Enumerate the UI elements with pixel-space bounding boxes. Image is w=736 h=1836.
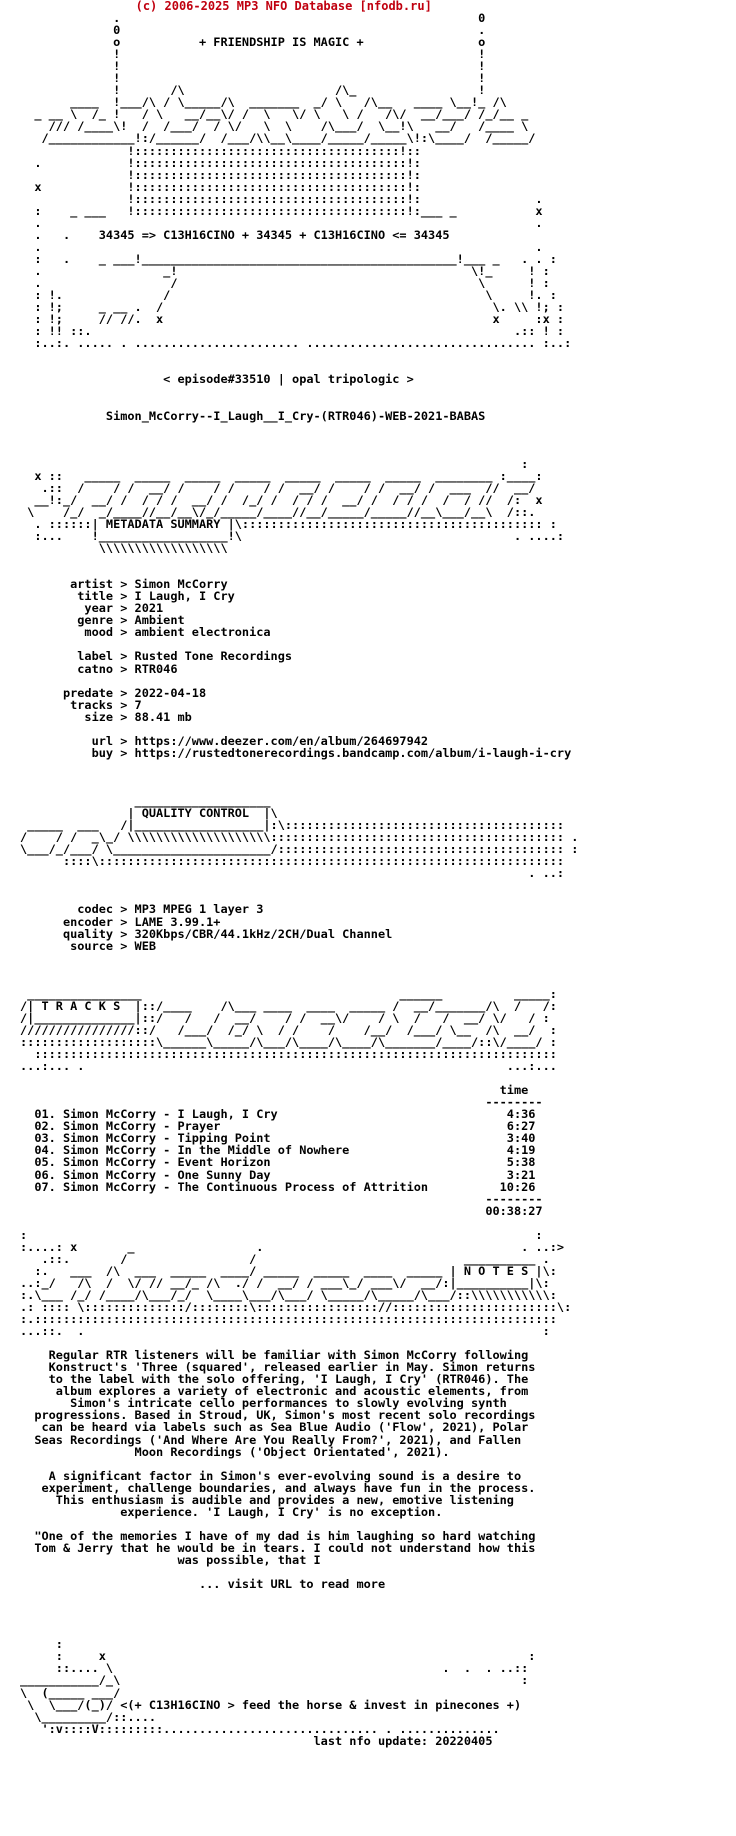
nfo-line: ___________________	[20, 794, 271, 809]
nfo-line: experience. 'I Laugh, I Cry' is no exception.	[20, 1504, 443, 1519]
nfo-line: ____ !___/\ / \_____/\ _______ _/ \ /\__ ____ \__!_ /\	[20, 95, 507, 110]
nfo-line: ! !	[20, 59, 486, 74]
nfo-line: label > Rusted Tone Recordings	[20, 649, 293, 664]
nfo-line: / / / _\_/ \\\\\\\\\\\\\\\\\\\\::::::::::::::::::::::::::::::::::::::::: .	[20, 830, 579, 845]
nfo-line: 05. Simon McCorry - Event Horizon 5:38	[20, 1155, 536, 1170]
nfo-line: \ /_/ _/____//__/__\/_/_____/____//__/_____/_____//__\___/__\ /::.	[20, 504, 536, 519]
nfo-line: :... !__________________!\ . ....:	[20, 529, 565, 544]
nfo-line: | QUALITY CONTROL |\	[20, 806, 278, 821]
nfo-line: ':v::::V:::::::::.............................. . ..............	[20, 1721, 500, 1736]
nfo-line: Seas Recordings ('And Where Are You Really From?', 2021), and Fallen	[20, 1432, 522, 1447]
nfo-line: /____________!:/______/ /___/\\__\____/_____/_____\!:\____/ /_____/	[20, 131, 536, 146]
nfo-line: 02. Simon McCorry - Prayer 6:27	[20, 1119, 536, 1134]
nfo-line: year > 2021	[20, 601, 164, 616]
nfo-line: _____ ___ /|__________________|:\:::::::::::::::::::::::::::::::::::::::	[20, 818, 565, 833]
nfo-line: 04. Simon McCorry - In the Middle of Nowhere 4:19	[20, 1143, 536, 1158]
nfo-line: :	[20, 1637, 63, 1652]
nfo-line: ___________/_\ :	[20, 1673, 529, 1688]
nfo-line: ..:_/ /\ / \/ // __/_ /\ ./ / __/ / ___\_/ ___\/ __/:|__________|\:	[20, 1275, 550, 1290]
nfo-line: url > https://www.deezer.com/en/album/264697942	[20, 733, 429, 748]
nfo-line: 03. Simon McCorry - Tipping Point 3:40	[20, 1131, 536, 1146]
nfo-line: 06. Simon McCorry - One Sunny Day 3:21	[20, 1167, 536, 1182]
nfo-line: \_________/::....	[20, 1709, 157, 1724]
nfo-line: ::::\:::::::::::::::::::::::::::::::::::::::::::::::::::::::::::::::::	[20, 854, 565, 869]
nfo-line: :	[20, 456, 529, 471]
nfo-line: Moon Recordings ('Object Orientated', 2021).	[20, 1444, 450, 1459]
nfo-line: :..:. ..... . ....................... ................................ :..:	[20, 336, 572, 351]
nfo-line: ! !	[20, 71, 486, 86]
nfo-line: ...::. . :	[20, 1324, 550, 1339]
nfo-line: A significant factor in Simon's ever-evolving sound is a desire to	[20, 1468, 522, 1483]
nfo-line: Regular RTR listeners will be familiar with Simon McCorry following	[20, 1348, 529, 1363]
nfo-line: Simon_McCorry--I_Laugh__I_Cry-(RTR046)-WEB-2021-BABAS	[20, 408, 486, 423]
nfo-line: --------	[20, 1191, 543, 1206]
nfo-line: Simon's intricate cello performances to slowly evolving synth	[20, 1396, 507, 1411]
nfo-text-block	[20, 12, 736, 1747]
nfo-line: . _! \!_ ! :	[20, 263, 550, 278]
nfo-line: \ (_____ ___/	[20, 1685, 121, 1700]
nfo-line: .:: / / / __/ / / / / / __/ / / / __/ / ___ // __/	[20, 480, 536, 495]
nfo-line: . ::::::| METADATA SUMMARY |\:::::::::::::::::::::::::::::::::::::::::: :	[20, 516, 557, 531]
nfo-line: : x :	[20, 1649, 536, 1664]
nfo-line: : !. / \ !. :	[20, 288, 557, 303]
nfo-line: 01. Simon McCorry - I Laugh, I Cry 4:36	[20, 1107, 536, 1122]
nfo-line: . .	[20, 215, 543, 230]
nfo-line: ! /\ /\_ !	[20, 83, 486, 98]
nfo-line: Konstruct's 'Three (squared', released earlier in May. Simon returns	[20, 1360, 536, 1375]
nfo-line: . / \ ! :	[20, 276, 550, 291]
nfo-line: 00:38:27	[20, 1203, 543, 1218]
nfo-line: tracks > 7	[20, 697, 142, 712]
nfo-line: quality > 320Kbps/CBR/44.1kHz/2CH/Dual Channel	[20, 926, 393, 941]
nfo-line: genre > Ambient	[20, 613, 185, 628]
nfo-line: !:::::::::::::::::::::::::::::::::::::!::	[20, 143, 421, 158]
nfo-line: progressions. Based in Stroud, UK, Simon's most recent solo recordings	[20, 1408, 536, 1423]
nfo-line: Tom & Jerry that he would be in tears. I could not understand how this	[20, 1540, 536, 1555]
nfo-line: catno > RTR046	[20, 661, 178, 676]
nfo-line: --------	[20, 1095, 543, 1110]
nfo-line: . ..:	[20, 866, 565, 881]
nfo-line: predate > 2022-04-18	[20, 685, 207, 700]
nfodb-header-link[interactable]: (c) 2006-2025 MP3 NFO Database [nfodb.ru]	[20, 0, 432, 13]
nfo-line: :::::::::::::::::::\______\_____/\___/\____/\____/\_______/____/::\/____/ :	[20, 1034, 557, 1049]
nfo-line: title > I Laugh, I Cry	[20, 589, 235, 604]
nfo-line: "One of the memories I have of my dad is him laughing so hard watching	[20, 1528, 536, 1543]
nfo-line: codec > MP3 MPEG 1 layer 3	[20, 902, 264, 917]
nfo-line: ... visit URL to read more	[20, 1577, 386, 1592]
nfo-line: size > 88.41 mb	[20, 709, 192, 724]
nfo-line: _ __ \ /_ ! / \ __/__\/ / \ \/ \ \ / /\/ __/___/ /_/__ _	[20, 107, 529, 122]
nfo-line: :....: x _ . . ..:>	[20, 1239, 565, 1254]
nfo-line: last nfo update: 20220405	[20, 1733, 493, 1748]
nfo-line: can be heard via labels such as Sea Blue Audio ('Flow', 2021), Polar	[20, 1420, 529, 1435]
nfo-line: : !! ::. .:: ! :	[20, 324, 565, 339]
nfo-line: x :: _____ _____ _____ _____ _____ _____ _____ ________ :____:	[20, 468, 543, 483]
nfo-line: x !::::::::::::::::::::::::::::::::::::::!:	[20, 179, 421, 194]
nfo-line: :.:::::::::::::::::::::::::::::::::::::::::::::::::::::::::::::::::::::::::	[20, 1312, 557, 1327]
nfo-line: .::. / / __________ .	[20, 1251, 550, 1266]
nfo-line: \\\\\\\\\\\\\\\\\\	[20, 541, 228, 556]
nfo-line: !::::::::::::::::::::::::::::::::::::::!: .	[20, 191, 543, 206]
nfo-line: : !; _ __ . / \. \\ !; :	[20, 300, 565, 315]
nfo-line: .: :::: \::::::::::::::/::::::::\::::::::::::::::://:::::::::::::::::::::::\:	[20, 1300, 572, 1315]
nfo-line: mood > ambient electronica	[20, 625, 271, 640]
nfo-line: artist > Simon McCorry	[20, 577, 228, 592]
nfo-line: . . 34345 => C13H16CINO + 34345 + C13H16CINO <= 34345	[20, 227, 450, 242]
nfo-line: \___/_/___/ \______________________/:::::::::::::::::::::::::::::::::::::::: :	[20, 842, 579, 857]
nfo-line: ::.... \ . . . ..::	[20, 1661, 529, 1676]
nfo-line: time	[20, 1083, 529, 1098]
nfo-line: /| T R A C K S |::/____ /\___ ____ ____ _____ / __/_______/\ / /:	[20, 998, 557, 1013]
nfo-line: This enthusiasm is audible and provides a new, emotive listening	[20, 1492, 514, 1507]
nfo-line: to the label with the solo offering, 'I Laugh, I Cry' (RTR046). The	[20, 1372, 529, 1387]
nfo-line: \ \___/(_)/ <(+ C13H16CINO > feed the horse & invest in pinecones +)	[20, 1697, 522, 1712]
nfo-line: : _ ___ !::::::::::::::::::::::::::::::::::::::!:___ _ x	[20, 203, 543, 218]
nfo-line: __!:_/ __/ / / / / __/ / /_/ / / / / __/ / / / / / / // /: x	[20, 492, 543, 507]
nfo-line: : . _ ___!____________________________________________!___ _ . . :	[20, 251, 557, 266]
nfo-line: ...:... . ...:...	[20, 1059, 557, 1074]
nfo-line: 07. Simon McCorry - The Continuous Process of Attrition 10:26	[20, 1179, 536, 1194]
nfo-line: was possible, that I	[20, 1553, 321, 1567]
nfo-line: o + FRIENDSHIP IS MAGIC + o	[20, 35, 486, 50]
nfo-line: : !; // //. x x :x :	[20, 312, 565, 327]
nfo-line: ////////////////::/ /___/ /_/ \ / / / /__/ /___/ \__ /\ __/ :	[20, 1022, 557, 1037]
nfo-line: source > WEB	[20, 938, 157, 953]
nfo-line: buy > https://rustedtonerecordings.bandcamp.com/album/i-laugh-i-cry	[20, 745, 572, 760]
nfo-line: . !::::::::::::::::::::::::::::::::::::::!:	[20, 155, 421, 170]
nfo-line: :::::::::::::::::::::::::::::::::::::::::::::::::::::::::::::::::::::::::	[20, 1047, 557, 1062]
nfo-line: ________________ ______ _____:	[20, 986, 557, 1001]
nfo-line: encoder > LAME 3.99.1+	[20, 914, 221, 929]
nfo-line: album explores a variety of electronic and acoustic elements, from	[20, 1384, 529, 1399]
nfo-line: experiment, challenge boundaries, and always have fun in the process.	[20, 1480, 536, 1495]
nfo-line: :.\___ /_/ /____/\___/_/ \____\___/\___/ \_____/\_____/\___/::\\\\\\\\\\\:	[20, 1287, 557, 1302]
nfo-line: !::::::::::::::::::::::::::::::::::::::!:	[20, 167, 421, 182]
nfo-line: < episode#33510 | opal tripologic >	[20, 372, 414, 387]
nfo-container	[20, 0, 736, 1747]
nfo-line: /|______________|::/ / / __/ / / __\/ / \ / / __/ \/ / :	[20, 1010, 550, 1025]
nfo-line: ! !	[20, 47, 486, 62]
nfo-line: . .	[20, 239, 543, 254]
nfo-line: 0 .	[20, 23, 486, 38]
nfo-line: : :	[20, 1227, 543, 1242]
nfo-line: :. ___ /\ ___ _____ ____/ _____ _____ ____ _____ | N O T E S |\:	[20, 1263, 557, 1278]
nfo-line: /// /____\! / /___/ / \/ \ \ /\___/ \__!\ __/ /____ \	[20, 119, 529, 134]
nfo-line: . 0	[20, 11, 486, 25]
